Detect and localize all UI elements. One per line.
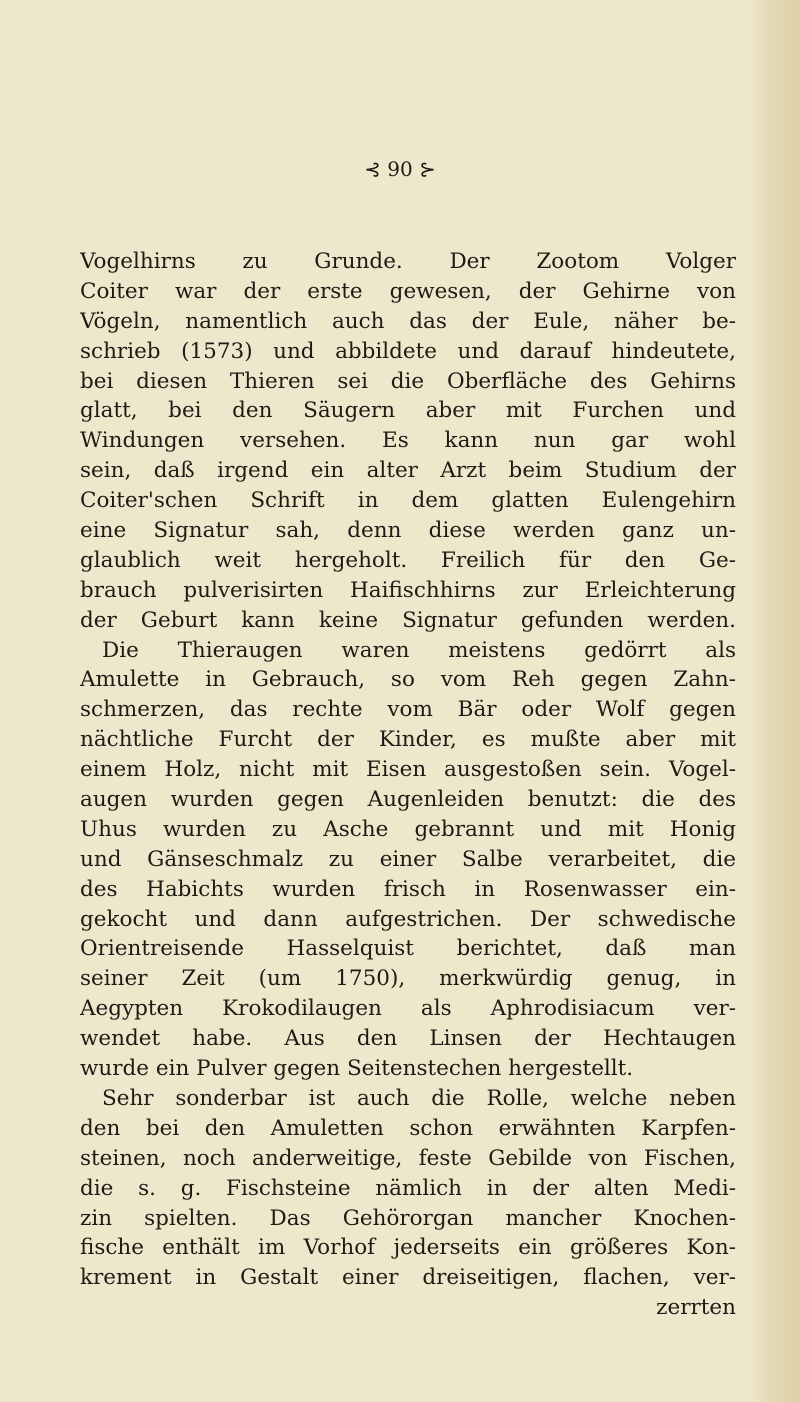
text-line: augen wurden gegen Augenleiden benutzt: die des	[80, 787, 736, 813]
text-line: sein, daß irgend ein alter Arzt beim Studium der	[80, 458, 736, 484]
text-line: Amulette in Gebrauch, so vom Reh gegen Zahn-	[80, 667, 736, 693]
text-line: zin spielten. Das Gehörorgan mancher Knochen-	[80, 1205, 736, 1231]
text-line: der Geburt kann keine Signatur gefunden werden.	[80, 607, 736, 633]
page-edge-shadow	[750, 0, 800, 1402]
body-text	[80, 247, 736, 1323]
text-line: seiner Zeit (um 1750), merkwürdig genug, in	[80, 966, 736, 992]
text-line: eine Signatur sah, denn diese werden ganz un-	[80, 518, 736, 544]
text-line: schrieb (1573) und abbildete und darauf hindeutete,	[80, 338, 736, 364]
text-line: schmerzen, das rechte vom Bär oder Wolf gegen	[80, 697, 736, 723]
text-line: nächtliche Furcht der Kinder, es mußte aber mit	[80, 727, 736, 753]
text-line: gekocht und dann aufgestrichen. Der schwedische	[80, 906, 736, 932]
text-line: fische enthält im Vorhof jederseits ein größeres Kon-	[80, 1235, 736, 1261]
text-line: einem Holz, nicht mit Eisen ausgestoßen sein. Vogel-	[80, 757, 736, 783]
text-line: den bei den Amuletten schon erwähnten Karpfen-	[80, 1115, 736, 1141]
page-number: ⊰ 90 ⊱	[364, 157, 436, 181]
text-line: Uhus wurden zu Asche gebrannt und mit Honig	[80, 816, 736, 842]
text-line: Vögeln, namentlich auch das der Eule, näher be-	[80, 308, 736, 334]
text-line: glaublich weit hergeholt. Freilich für den Ge-	[80, 547, 736, 573]
text-line: steinen, noch anderweitige, feste Gebilde von Fischen,	[80, 1145, 736, 1171]
text-line: Windungen versehen. Es kann nun gar wohl	[80, 428, 736, 454]
text-line: Sehr sonderbar ist auch die Rolle, welche neben	[102, 1085, 736, 1111]
text-line: Vogelhirns zu Grunde. Der Zootom Volger	[80, 249, 736, 274]
text-line: Coiter war der erste gewesen, der Gehirne von	[80, 278, 736, 304]
text-line: und Gänseschmalz zu einer Salbe verarbeitet, die	[80, 846, 736, 872]
text-line: glatt, bei den Säugern aber mit Furchen und	[80, 398, 736, 424]
text-line: krement in Gestalt einer dreiseitigen, flachen, ver-	[80, 1265, 736, 1291]
text-line: wurde ein Pulver gegen Seitenstechen hergestellt.	[80, 1056, 634, 1082]
text-line: Die Thieraugen waren meistens gedörrt als	[102, 637, 736, 663]
text-line: wendet habe. Aus den Linsen der Hechtaugen	[80, 1026, 736, 1052]
catchword: zerrten	[656, 1295, 736, 1321]
text-line: brauch pulverisirten Haifischhirns zur Erleichterung	[80, 577, 736, 603]
text-line: die s. g. Fischsteine nämlich in der alten Medi-	[80, 1175, 736, 1201]
text-line: Aegypten Krokodilaugen als Aphrodisiacum ver-	[80, 996, 736, 1022]
text-line: bei diesen Thieren sei die Oberfläche des Gehirns	[80, 368, 736, 394]
text-line: Orientreisende Hasselquist berichtet, daß man	[80, 936, 736, 962]
text-line: Coiter'schen Schrift in dem glatten Eulengehirn	[80, 488, 736, 514]
text-line: des Habichts wurden frisch in Rosenwasser ein-	[80, 876, 736, 902]
